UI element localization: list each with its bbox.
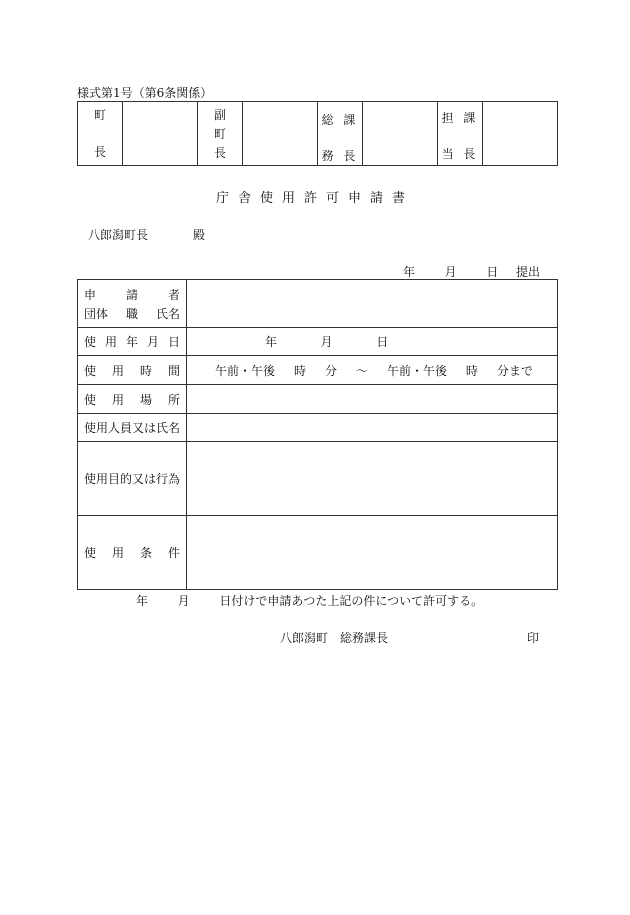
document-title: 庁舎使用許可申請書 bbox=[215, 191, 414, 206]
use-place-label: 使 用 場 所 bbox=[78, 385, 187, 414]
use-time-label: 使 用 時 間 bbox=[78, 356, 187, 385]
seal-mark: 印 bbox=[527, 631, 540, 645]
submission-date bbox=[403, 263, 540, 280]
use-date-label: 使 用 年 月 日 bbox=[78, 328, 187, 356]
permission-month: 月 bbox=[177, 594, 190, 608]
approval-label-general-affairs-chief: 総 課 務 長 bbox=[318, 102, 363, 166]
permission-statement bbox=[136, 592, 483, 609]
addressee-name: 八郎潟町長 bbox=[88, 228, 149, 242]
submission-suffix: 提出 bbox=[515, 265, 540, 279]
conditions-label: 使 用 条 件 bbox=[78, 516, 187, 590]
submission-day: 日 bbox=[486, 265, 499, 279]
signer-title: 八郎潟町 総務課長 bbox=[280, 631, 389, 645]
addressee-honorific: 殿 bbox=[193, 228, 206, 242]
use-date-field[interactable]: 年 月 日 bbox=[187, 328, 558, 356]
applicant-label: 申 請 者 団体 職 氏名 bbox=[78, 280, 187, 328]
approval-stamp-mayor[interactable] bbox=[123, 102, 198, 166]
approval-label-deputy-mayor: 副 町 長 bbox=[198, 102, 243, 166]
conditions-field[interactable] bbox=[187, 516, 558, 590]
applicant-field[interactable] bbox=[187, 280, 558, 328]
permission-text: 日付けで申請あつた上記の件について許可する。 bbox=[219, 594, 484, 608]
form-number: 様式第1号（第6条関係） bbox=[77, 86, 213, 100]
use-time-field[interactable]: 午前・午後 時 分 ～ 午前・午後 時 分まで bbox=[187, 356, 558, 385]
personnel-label: 使用人員又は氏名 bbox=[78, 414, 187, 442]
approval-stamp-staff-chief[interactable] bbox=[483, 102, 558, 166]
purpose-label: 使用目的又は行為 bbox=[78, 442, 187, 516]
approval-label-mayor: 町 長 bbox=[78, 102, 123, 166]
addressee bbox=[88, 226, 206, 243]
permission-year: 年 bbox=[136, 594, 149, 608]
approval-stamp-general-affairs-chief[interactable] bbox=[363, 102, 438, 166]
submission-year: 年 bbox=[402, 265, 415, 279]
purpose-field[interactable] bbox=[187, 442, 558, 516]
personnel-field[interactable] bbox=[187, 414, 558, 442]
approval-stamp-table bbox=[77, 101, 558, 166]
use-place-field[interactable] bbox=[187, 385, 558, 414]
submission-month: 月 bbox=[444, 265, 457, 279]
approval-stamp-deputy-mayor[interactable] bbox=[243, 102, 318, 166]
application-form-table bbox=[77, 279, 558, 590]
approval-label-staff-chief: 担 課 当 長 bbox=[438, 102, 483, 166]
